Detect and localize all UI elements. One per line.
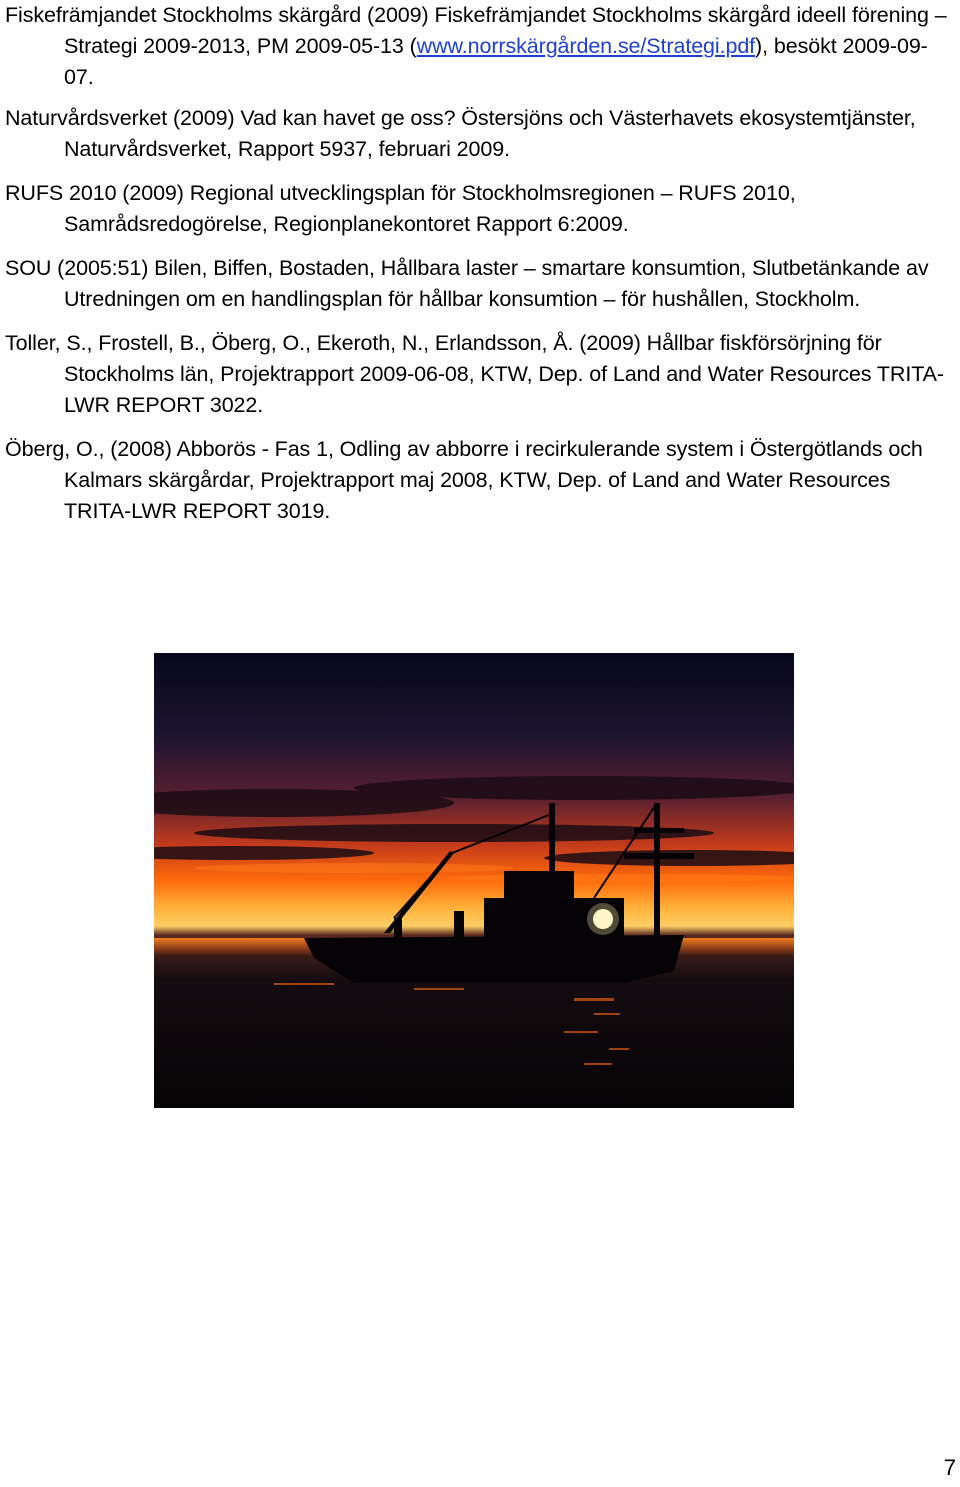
reference-text: ), besökt 2009-09-07. xyxy=(64,34,928,89)
reference-item: Toller, S., Frostell, B., Öberg, O., Ekeroth, N., Erlandsson, Å. (2009) Hållbar fiskförsörjning för Stockholms län, Projektrapport 2009-06-08, KTW, Dep. of Land and Water Resources TRITA-LWR REPORT 3022. xyxy=(5,331,944,417)
strategy-pdf-link[interactable]: www.norrskärgården.se/Strategi.pdf xyxy=(416,34,756,58)
reference-item: RUFS 2010 (2009) Regional utvecklingsplan för Stockholmsregionen – RUFS 2010, Samrådsredogörelse, Regionplanekontoret Rapport 6:2009. xyxy=(5,181,796,236)
reference-text: Fiskefrämjandet Stockholms skärgård (2009) Fiskefrämjandet Stockholms skärgård ideell förening – Strategi 2009-2013, PM 2009-05-13 ( xyxy=(5,3,947,58)
reference-list xyxy=(5,0,955,540)
page-number: 7 xyxy=(943,1455,956,1480)
reference-item: SOU (2005:51) Bilen, Biffen, Bostaden, Hållbara laster – smartare konsumtion, Slutbetänkande av Utredningen om en handlingsplan för hållbar konsumtion – för hushållen, Stockholm. xyxy=(5,256,929,311)
reference-item: Naturvårdsverket (2009) Vad kan havet ge oss? Östersjöns och Västerhavets ekosystemtjänster, Naturvårdsverket, Rapport 5937, februari 2009. xyxy=(5,106,916,161)
reference-item: Öberg, O., (2008) Abborös - Fas 1, Odling av abborre i recirkulerande system i Östergötlands och Kalmars skärgårdar, Projektrapport maj 2008, KTW, Dep. of Land and Water Resources TRITA-LWR REPORT 3019. xyxy=(5,437,923,523)
reference-item xyxy=(5,0,955,93)
fishing-boat-sunset-photo xyxy=(154,653,794,1108)
